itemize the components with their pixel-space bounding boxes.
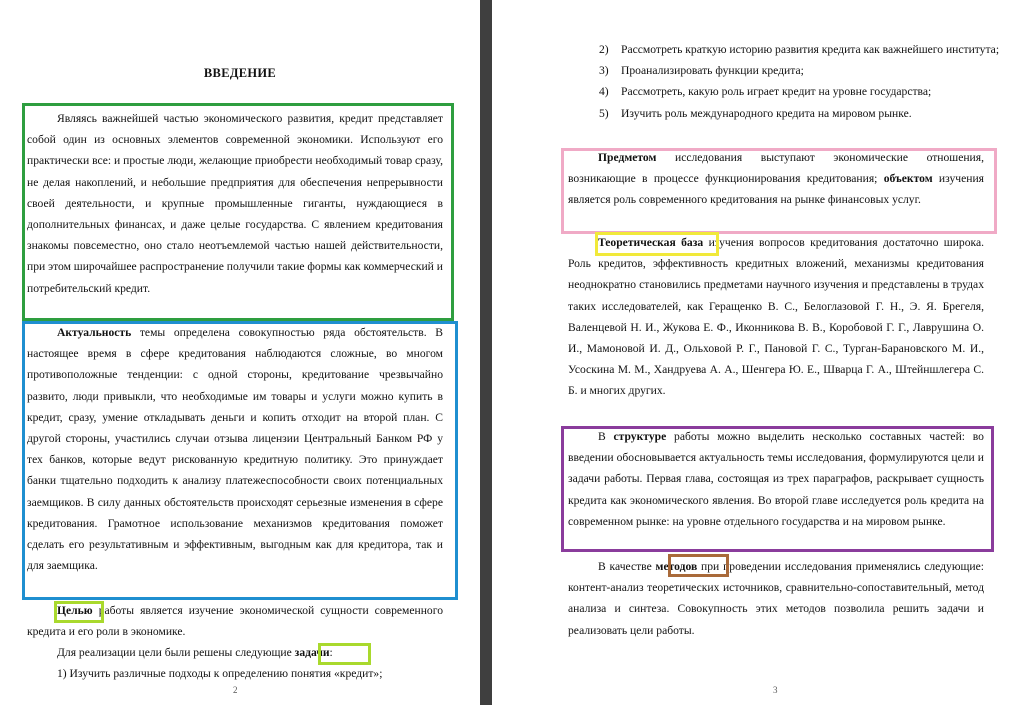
list-item-text: Проанализировать функции кредита; [621,64,804,78]
goal-term: Целью [57,604,93,617]
page-number-left: 2 [233,685,238,695]
relevance-text: темы определена совокупностью ряда обстоятельств. В настоящее время в сфере кредитования наблюдаются сложные, во многом противоположные тенденции: с одной стороны, кредитование чрезвычайно развито, люди привыкли, что необходимые им товары и услуги можно купить в кредит, сразу, умение откладывать деньги и копить отходит на второй план. С другой стороны, участились случаи отзыва лицензии Центральный Банком РФ у тех банков, которые ведут рискованную кредитную политику. Это принуждает банки тщательно подходить к анализу платежеспособности своих потенциальных заемщиков. В силу данных обстоятельств происходят серьезные изменения в сфере кредитования. Грамотное использование механизмов кредитования поможет сделать его результативным и эффективным, выгодным как для кредитора, так и для заемщика. [27,326,443,573]
list-item [599,81,1017,102]
methods-prefix: В качестве [598,560,656,573]
object-text: изучения является роль современного кредитования на рынке финансовых услуг. [568,172,984,207]
list-item-number: 3) [599,64,609,78]
list-item-number: 5) [599,106,609,120]
theory-term: Теоретическая база [598,236,704,249]
page-number-right: 3 [773,685,778,695]
relevance-term: Актуальность [57,326,132,339]
task-item-1: 1) Изучить различные подходы к определению понятия «кредит»; [57,667,383,680]
methods-text: при проведении исследования применялись следующие: контент-анализ теоретических источников, сравнительно-сопоставительный, метод анализа и синтеза. Совокупность этих методов позволила решить задачи и реализовать цели работы. [568,560,984,637]
list-item-text: Изучить роль международного кредита на мировом рынке. [621,106,912,120]
document-page-left [0,0,480,705]
list-item-text: Рассмотреть, какую роль играет кредит на уровне государства; [621,85,932,99]
intro-paragraph: Являясь важнейшей частью экономического развития, кредит представляет собой один из основных элементов современной экономики. Используют его практически все: и простые люди, желающие приобрести необходимый товар сразу, не делая накоплений, и небольшие предприятия для обеспечения непрерывности своей деятельности, и крупные промышленные гиганты, нуждающиеся в дополнительных финансах, и даже целые государства. С явлением кредитования знакомы повсеместно, оно стало неотъемлемой частью нашей действительности, при этом широчайшее распространение получили такие формы как коммерческий и потребительский кредит. [27,112,443,295]
subject-term: Предметом [598,151,657,164]
page-title: ВВЕДЕНИЕ [203,66,277,80]
tasks-term: задачи [294,646,330,659]
list-item-number: 2) [599,43,609,56]
tasks-intro-text: Для реализации цели были решены следующие [57,646,295,659]
list-item [599,103,1017,124]
structure-prefix: В [598,430,614,443]
list-item [599,60,1017,81]
tasks-colon: : [329,646,333,659]
object-term: объектом [883,172,933,186]
structure-term: структуре [613,430,667,443]
subject-paragraph [568,147,984,211]
document-page-right [492,0,1024,705]
goal-paragraph [27,600,443,642]
list-item [599,39,1017,60]
goal-text: работы является изучение экономической сущности современного кредита и его роли в экономике. [27,604,443,639]
list-item-number: 4) [599,85,609,99]
structure-text: работы можно выделить несколько составных частей: во введении обосновывается актуальность темы исследования, формулируются цели и задачи работы. Первая глава, состоящая из трех параграфов, раскрывает сущность кредита как экономического явления. Во второй главе исследуется роль кредита на современном рынке: на уровне отдельного государства и на мировом рынке. [568,430,984,528]
methods-term: методов [655,560,698,573]
page-gutter [480,0,492,705]
list-item-text: Рассмотреть краткую историю развития кредита как важнейшего института; [621,43,1000,56]
subject-text: исследования выступают экономические отношения, возникающие в процессе функционирования кредитования; [568,151,984,186]
structure-paragraph [568,426,984,532]
tasks-intro-paragraph [27,642,443,663]
theory-text: изучения вопросов кредитования достаточно широка. Роль кредитов, эффективность кредитных вложений, механизмы кредитования неоднократно становились предметами научного изучения и представлены в трудах таких исследователей, как Геращенко В. С., Белоглазовой Г. Н., Э. Я. Брегеля, Валенцевой Н. И., Жукова Е. Ф., Иконникова В. В., Коробовой Г. Г., Лаврушина О. И., Мамоновой И. Д., Ольховой Р. Г., Пановой Г. С., Турган-Барановского М. И., Усоскина М. М., Хандруева А. А., Шенгера Ю. Е., Шварца Г. А., Штейншлегера С. Б. и многих других. [568,236,985,398]
relevance-paragraph [27,322,443,576]
theory-paragraph [568,232,984,402]
task-list [599,39,1017,124]
methods-paragraph [568,556,984,641]
